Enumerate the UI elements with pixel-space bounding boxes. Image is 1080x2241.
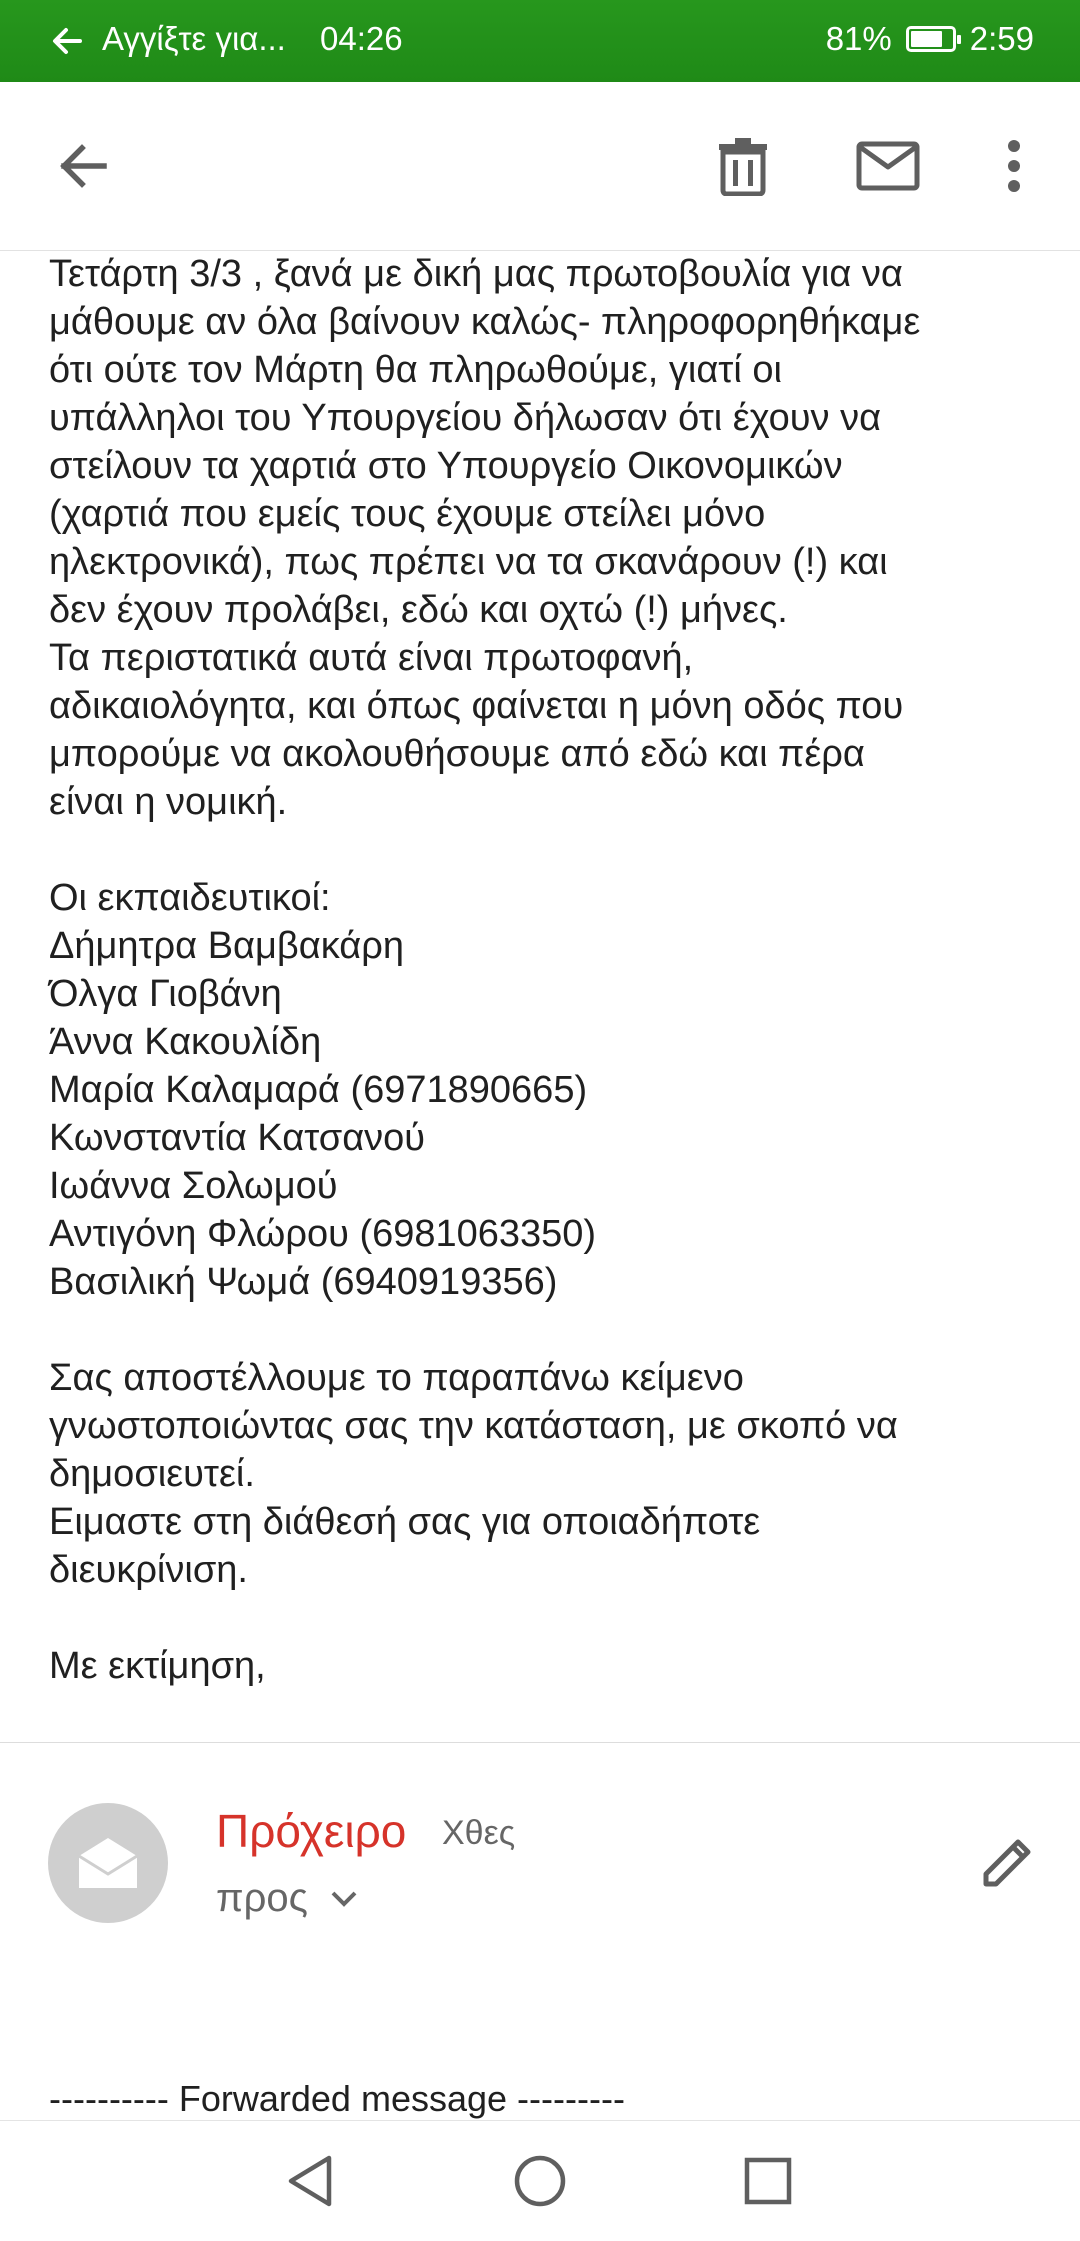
nav-recents-icon [744,2157,792,2205]
mark-unread-button[interactable] [848,126,928,206]
body-line: (χαρτιά που εμείς τους έχουμε στείλει μόνο [49,493,766,535]
mail-icon [856,141,920,191]
body-line: διευκρίνιση. [49,1549,248,1591]
body-line: είναι η νομική. [49,781,288,823]
body-line: Τετάρτη 3/3 , ξανά με δική μας πρωτοβουλία για να [49,253,903,295]
delete-button[interactable] [703,126,783,206]
forwarded-message-header: ---------- Forwarded message --------- [49,2078,625,2119]
blank-line [49,826,1049,874]
nav-home-button[interactable] [500,2141,580,2221]
nav-recents-button[interactable] [728,2141,808,2221]
more-vert-icon [1007,139,1021,193]
body-line: μπορούμε να ακολουθήσουμε από εδώ και πέρα [49,733,865,775]
body-line: ότι ούτε τον Μάρτη θα πληρωθούμε, γιατί οι [49,349,782,391]
body-line: Δήμητρα Βαμβακάρη [49,925,404,967]
body-line: Ειμαστε στη διάθεσή σας για οποιαδήποτε [49,1501,761,1543]
body-line: Τα περιστατικά αυτά είναι πρωτοφανή, [49,637,694,679]
call-back-arrow-icon[interactable] [50,22,84,60]
battery-level [911,31,943,47]
body-line: ηλεκτρονικά), πως πρέπει να τα σκανάρουν (!) και [49,541,888,583]
body-line: δημοσιευτεί. [49,1453,255,1495]
body-line: Όλγα Γιοβάνη [49,973,282,1015]
nav-home-icon [513,2154,567,2208]
draft-date: Χθες [442,1814,516,1852]
call-timer: 04:26 [320,20,403,57]
body-line: υπάλληλοι του Υπουργείου δήλωσαν ότι έχουν να [49,397,882,439]
draft-envelope-icon [75,1834,141,1892]
trash-icon [717,136,769,196]
message-body [49,250,1049,1690]
body-line: Σας αποστέλλουμε το παραπάνω κείμενο [49,1357,744,1399]
nav-back-icon [285,2154,335,2208]
body-line: γνωστοποιώντας σας την κατάσταση, με σκοπό να [49,1405,898,1447]
system-navigation-bar [0,2120,1080,2241]
body-line: Ιωάννα Σολωμού [49,1165,338,1207]
battery-percent: 81% [825,20,892,57]
message-divider [0,1742,1080,1743]
body-line: αδικαιολόγητα, και όπως φαίνεται η μόνη οδός που [49,685,904,727]
body-line: Άννα Κακουλίδη [49,1021,322,1063]
app-toolbar [0,82,1080,251]
body-line: στείλουν τα χαρτιά στο Υπουργείο Οικονομικών [49,445,843,487]
edit-draft-button[interactable] [968,1822,1048,1902]
clock: 2:59 [969,20,1034,57]
back-button[interactable] [42,126,122,206]
battery-icon [906,26,956,52]
draft-avatar [48,1803,168,1923]
body-line: Αντιγόνη Φλώρου (6981063350) [49,1213,597,1255]
ongoing-call-notification[interactable]: Αγγίξτε για... [102,20,286,57]
status-bar [0,0,1080,82]
status-indicators [826,20,1034,58]
nav-back-button[interactable] [270,2141,350,2221]
body-line: μάθουμε αν όλα βαίνουν καλώς- πληροφορηθήκαμε [49,301,921,343]
body-line: Μαρία Καλαμαρά (6971890665) [49,1069,588,1111]
more-options-button[interactable] [974,126,1054,206]
blank-line [49,1306,1049,1354]
body-line: δεν έχουν προλάβει, εδώ και οχτώ (!) μήνες. [49,589,788,631]
blank-line [49,1594,1049,1642]
body-line: Οι εκπαιδευτικοί: [49,877,331,919]
body-line: Με εκτίμηση, [49,1645,266,1687]
pencil-icon [980,1834,1036,1890]
draft-label[interactable]: Πρόχειρο [216,1805,407,1857]
arrow-back-icon [54,138,110,194]
to-label: προς [216,1876,308,1920]
chevron-down-icon [330,1890,358,1908]
recipients-toggle[interactable] [216,1876,358,1921]
body-line: Βασιλική Ψωμά (6940919356) [49,1261,558,1303]
body-line: Κωνσταντία Κατσανού [49,1117,426,1159]
